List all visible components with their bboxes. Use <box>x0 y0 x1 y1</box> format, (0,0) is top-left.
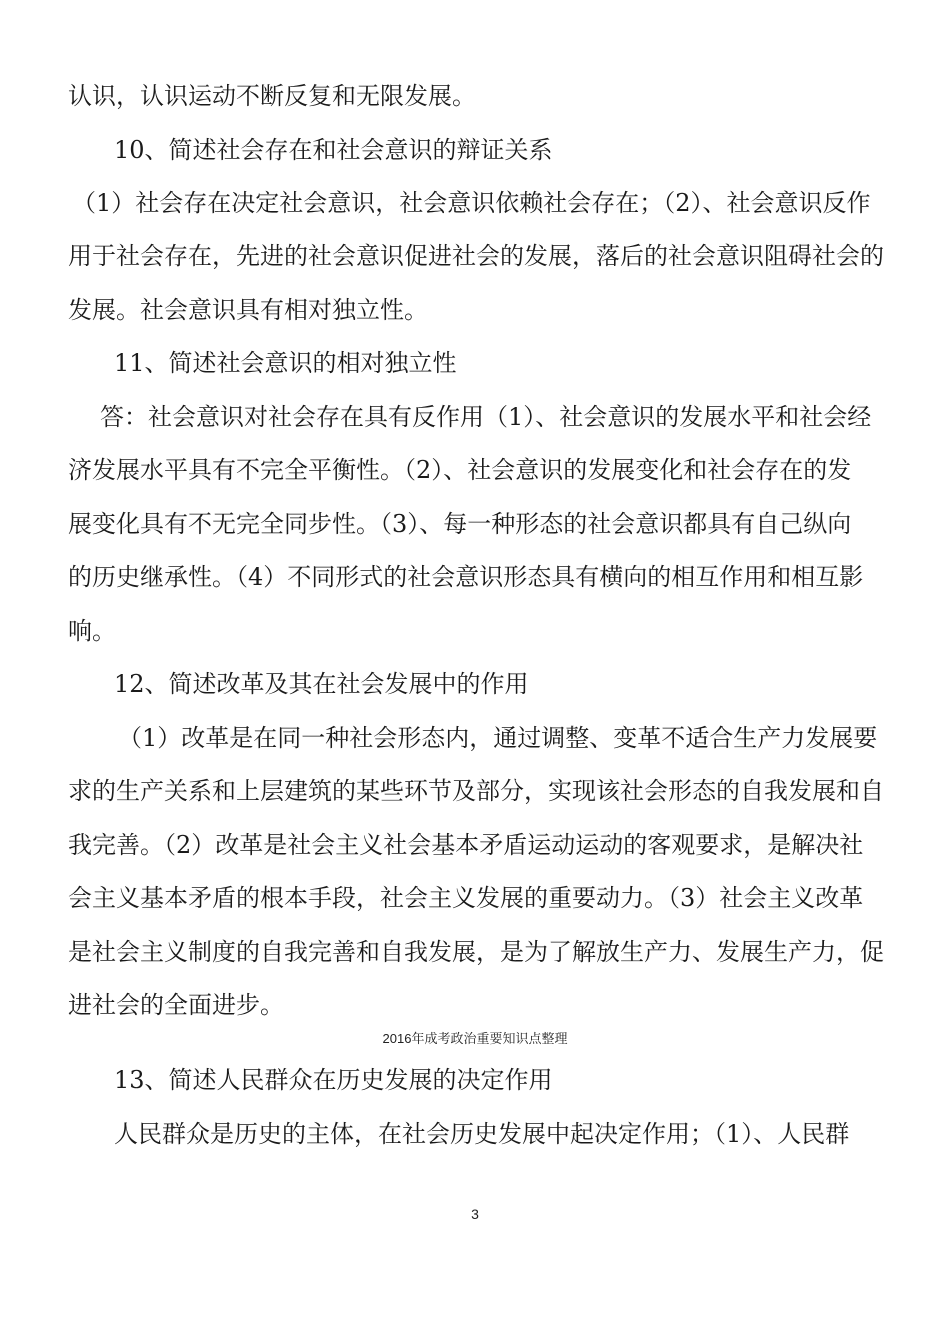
text-line: 展变化具有不无完全同步性。（3）、每一种形态的社会意识都具有自己纵向 <box>68 510 852 538</box>
text-line: 是社会主义制度的自我完善和自我发展，是为了解放生产力、发展生产力，促 <box>68 938 884 966</box>
text-line: 进社会的全面进步。 <box>68 991 284 1019</box>
page-number: 3 <box>471 1206 479 1222</box>
running-header: 2016年成考政治重要知识点整理 <box>382 1031 568 1046</box>
section-heading: 11、简述社会意识的相对独立性 <box>114 349 457 377</box>
section-heading: 12、简述改革及其在社会发展中的作用 <box>114 670 529 698</box>
text-line: 发展。社会意识具有相对独立性。 <box>68 296 428 324</box>
text-line: 我完善。（2）改革是社会主义社会基本矛盾运动运动的客观要求，是解决社 <box>68 831 864 859</box>
section-heading: 10、简述社会存在和社会意识的辩证关系 <box>114 136 553 164</box>
text-line: 人民群众是历史的主体，在社会历史发展中起决定作用；（1）、人民群 <box>114 1120 850 1148</box>
section-heading: 13、简述人民群众在历史发展的决定作用 <box>114 1066 553 1094</box>
text-line: 济发展水平具有不完全平衡性。（2）、社会意识的发展变化和社会存在的发 <box>68 456 852 484</box>
text-line: 响。 <box>68 617 116 645</box>
text-line: 认识，认识运动不断反复和无限发展。 <box>68 82 476 110</box>
text-line: 答：社会意识对社会存在具有反作用（1）、社会意识的发展水平和社会经 <box>100 403 872 431</box>
text-line: 用于社会存在，先进的社会意识促进社会的发展，落后的社会意识阻碍社会的 <box>68 242 884 270</box>
text-line: 会主义基本矛盾的根本手段，社会主义发展的重要动力。（3）社会主义改革 <box>68 884 864 912</box>
text-line: 的历史继承性。（4）不同形式的社会意识形态具有横向的相互作用和相互影 <box>68 563 864 591</box>
text-line: 求的生产关系和上层建筑的某些环节及部分，实现该社会形态的自我发展和自 <box>68 777 884 805</box>
text-line: （1）改革是在同一种社会形态内，通过调整、变革不适合生产力发展要 <box>118 724 878 752</box>
text-line: （1）社会存在决定社会意识，社会意识依赖社会存在；（2）、社会意识反作 <box>72 189 871 217</box>
